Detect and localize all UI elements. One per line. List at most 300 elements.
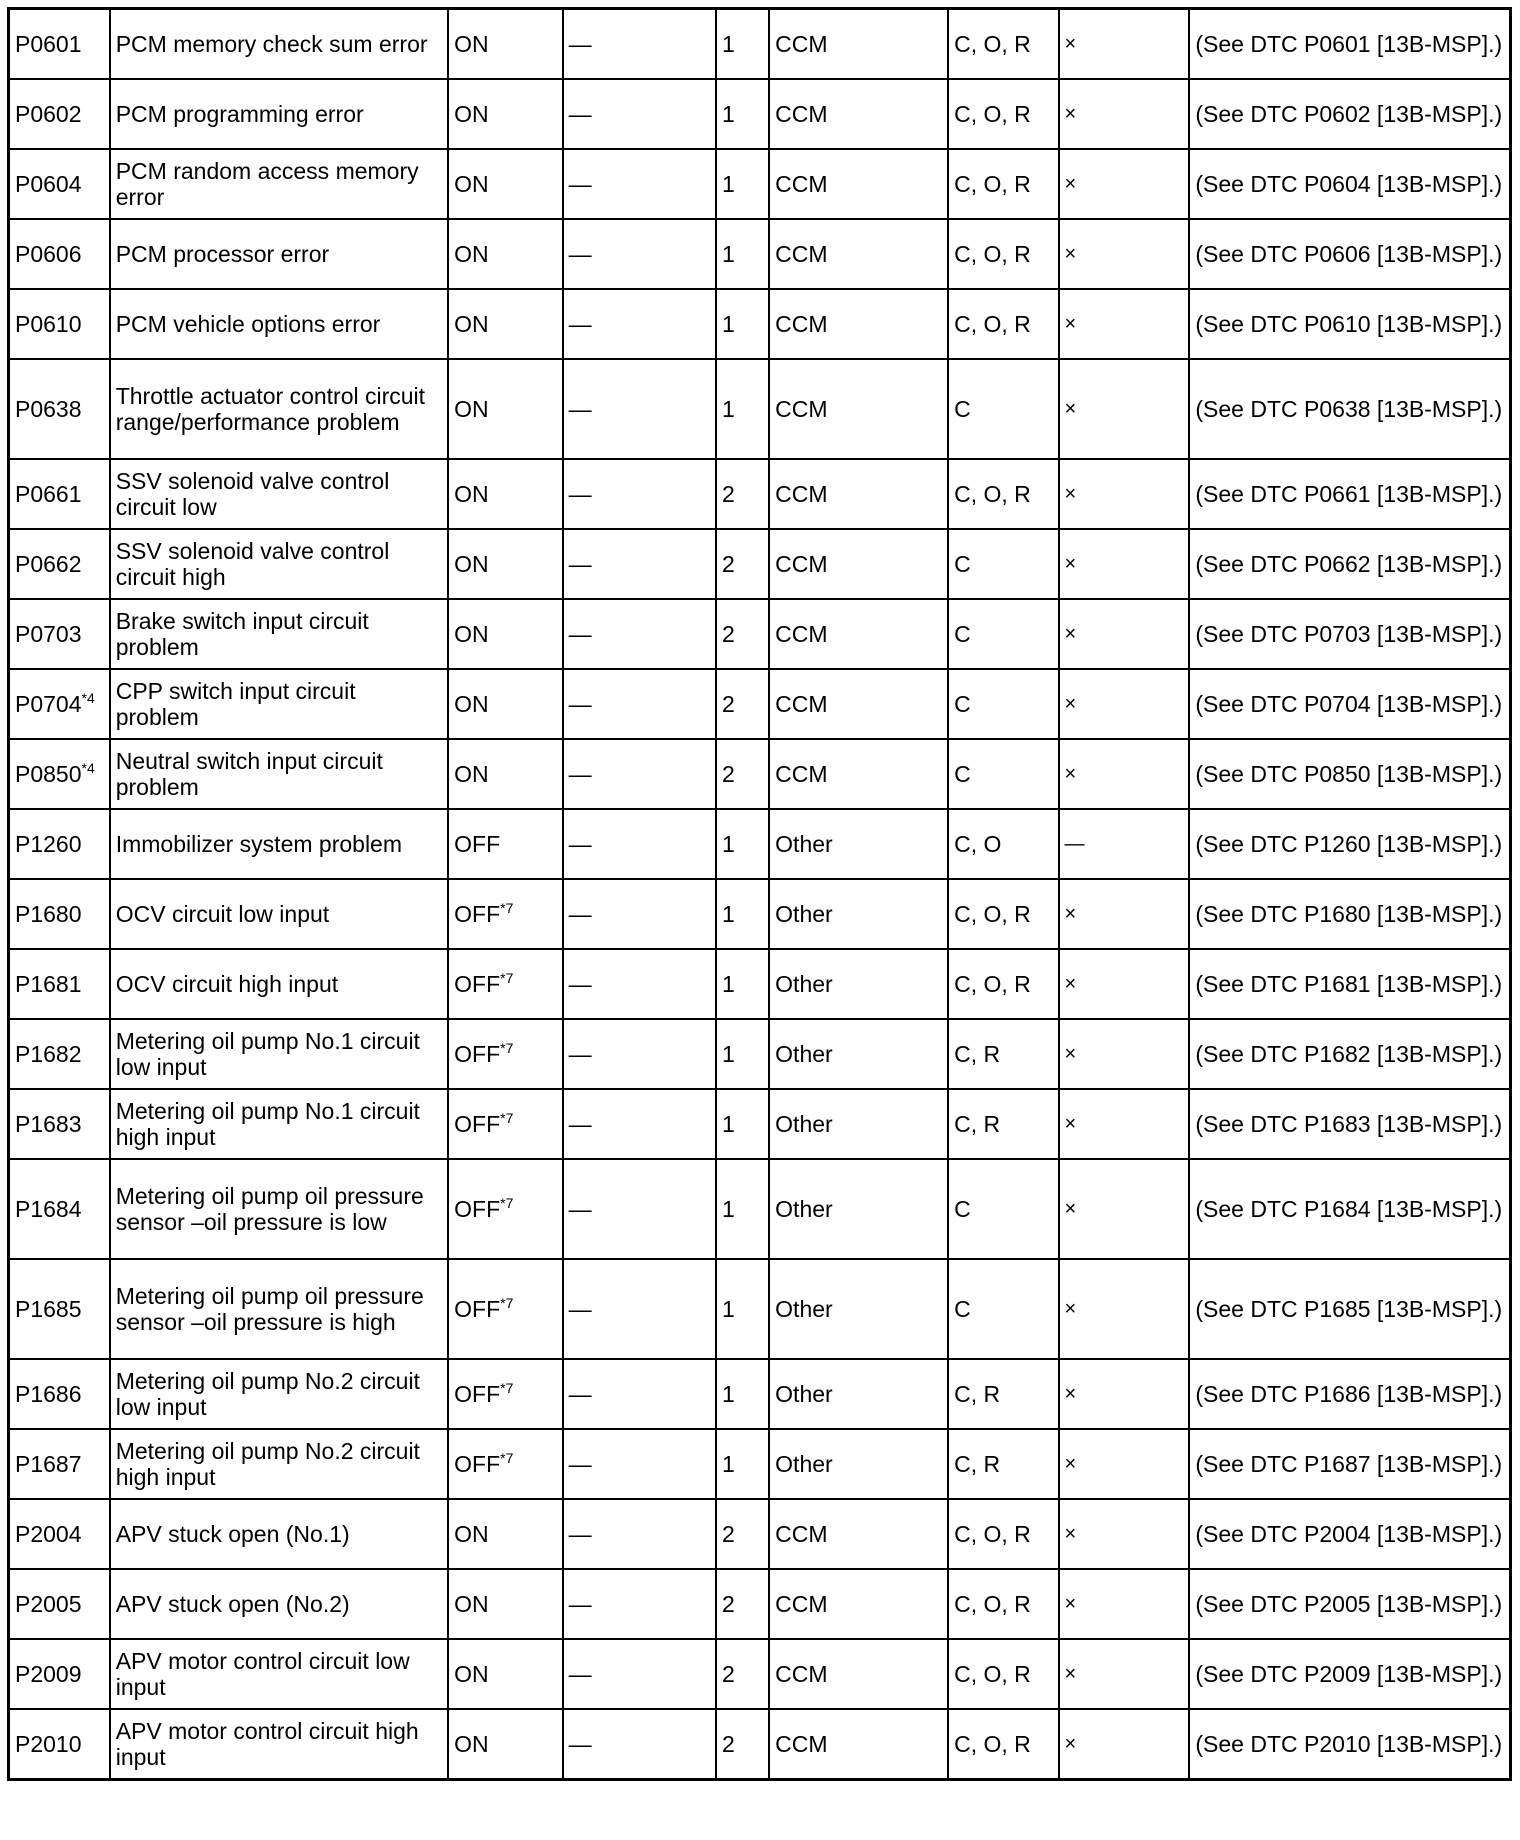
table-row <box>9 529 1511 599</box>
monitor-item-cell <box>769 9 948 80</box>
dtc-description-cell-text: Throttle actuator control circuit range/performance problem <box>115 383 426 435</box>
generator-light-cell-text: — <box>568 691 592 717</box>
dtc-description-cell <box>110 599 448 669</box>
self-test-type-cell <box>948 1359 1058 1429</box>
monitor-item-cell-text: CCM <box>775 691 828 717</box>
drive-cycle-cell-text: 2 <box>722 761 735 787</box>
generator-light-cell-text: — <box>568 311 592 337</box>
page-reference-cell-text: (See DTC P1260 [13B-MSP].) <box>1195 831 1503 857</box>
drive-cycle-cell-text: 1 <box>722 1196 735 1222</box>
dtc-code-cell <box>9 1159 110 1259</box>
self-test-type-cell <box>948 949 1058 1019</box>
dtc-description-cell-text: APV motor control circuit high input <box>115 1718 419 1770</box>
page-reference-cell <box>1189 879 1510 949</box>
page-reference-cell-text: (See DTC P0661 [13B-MSP].) <box>1195 481 1503 507</box>
mil-cell <box>448 1089 563 1159</box>
dtc-description-cell-text: OCV circuit low input <box>115 901 330 927</box>
memory-function-cell <box>1059 1569 1190 1639</box>
self-test-type-cell <box>948 599 1058 669</box>
table-row <box>9 879 1511 949</box>
table-row <box>9 1709 1511 1780</box>
generator-light-cell-text: — <box>568 101 592 127</box>
memory-function-cell-text: — <box>1064 833 1085 855</box>
page-reference-cell <box>1189 459 1510 529</box>
page-reference-cell-text: (See DTC P2004 [13B-MSP].) <box>1195 1521 1503 1547</box>
monitor-item-cell <box>769 1569 948 1639</box>
dtc-description-cell-text: Metering oil pump No.2 circuit high input <box>115 1438 420 1490</box>
dtc-description-cell <box>110 1499 448 1569</box>
memory-function-cell <box>1059 529 1190 599</box>
drive-cycle-cell <box>716 1569 769 1639</box>
drive-cycle-cell-text: 1 <box>722 241 735 267</box>
monitor-item-cell <box>769 1429 948 1499</box>
mil-cell-text: ON <box>454 1661 489 1687</box>
drive-cycle-cell <box>716 9 769 80</box>
self-test-type-cell-text: C, O, R <box>954 481 1031 507</box>
monitor-item-cell-text: CCM <box>775 311 828 337</box>
page-reference-cell-text: (See DTC P1683 [13B-MSP].) <box>1195 1111 1503 1137</box>
mil-cell <box>448 1569 563 1639</box>
page-reference-cell-text: (See DTC P0662 [13B-MSP].) <box>1195 551 1503 577</box>
monitor-item-cell <box>769 739 948 809</box>
mil-cell-text: ON <box>454 241 489 267</box>
dtc-code-cell-footnote: *4 <box>81 760 95 776</box>
table-row <box>9 1259 1511 1359</box>
mil-cell-text: ON <box>454 1521 489 1547</box>
self-test-type-cell <box>948 459 1058 529</box>
generator-light-cell-text: — <box>568 31 592 57</box>
mil-cell <box>448 359 563 459</box>
memory-function-cell <box>1059 359 1190 459</box>
drive-cycle-cell <box>716 599 769 669</box>
dtc-description-cell-text: PCM vehicle options error <box>115 311 381 337</box>
dtc-description-cell-text: Metering oil pump No.1 circuit low input <box>115 1028 420 1080</box>
page-reference-cell <box>1189 529 1510 599</box>
self-test-type-cell <box>948 669 1058 739</box>
monitor-item-cell-text: Other <box>775 901 833 927</box>
page-reference-cell-text: (See DTC P0604 [13B-MSP].) <box>1195 171 1503 197</box>
drive-cycle-cell-text: 2 <box>722 1591 735 1617</box>
drive-cycle-cell-text: 2 <box>722 481 735 507</box>
dtc-description-cell <box>110 1089 448 1159</box>
dtc-description-cell <box>110 809 448 879</box>
self-test-type-cell <box>948 879 1058 949</box>
drive-cycle-cell-text: 2 <box>722 621 735 647</box>
table-row <box>9 1159 1511 1259</box>
page-reference-cell <box>1189 809 1510 879</box>
memory-function-cell <box>1059 1639 1190 1709</box>
drive-cycle-cell-text: 1 <box>722 1111 735 1137</box>
mil-cell-text: OFF <box>454 1451 501 1477</box>
dtc-code-cell-text: P0662 <box>15 551 82 577</box>
monitor-item-cell-text: CCM <box>775 1521 828 1547</box>
memory-function-cell-text: × <box>1064 243 1077 265</box>
dtc-description-cell-text: OCV circuit high input <box>115 971 339 997</box>
dtc-table-body <box>9 9 1511 1780</box>
mil-cell-text: ON <box>454 311 489 337</box>
page-reference-cell-text: (See DTC P0850 [13B-MSP].) <box>1195 761 1503 787</box>
page-reference-cell-text: (See DTC P1681 [13B-MSP].) <box>1195 971 1503 997</box>
monitor-item-cell <box>769 289 948 359</box>
mil-cell-text: ON <box>454 101 489 127</box>
self-test-type-cell <box>948 739 1058 809</box>
memory-function-cell <box>1059 599 1190 669</box>
dtc-description-cell <box>110 739 448 809</box>
drive-cycle-cell-text: 1 <box>722 1451 735 1477</box>
dtc-code-cell <box>9 359 110 459</box>
generator-light-cell <box>563 529 716 599</box>
self-test-type-cell <box>948 1019 1058 1089</box>
dtc-code-cell-text: P1685 <box>15 1296 82 1322</box>
mil-cell <box>448 1429 563 1499</box>
memory-function-cell <box>1059 219 1190 289</box>
self-test-type-cell-text: C <box>954 1196 971 1222</box>
mil-cell <box>448 79 563 149</box>
self-test-type-cell <box>948 1159 1058 1259</box>
table-row <box>9 459 1511 529</box>
mil-cell-text: OFF <box>454 1111 501 1137</box>
monitor-item-cell-text: Other <box>775 1296 833 1322</box>
dtc-description-cell-text: APV stuck open (No.2) <box>115 1591 350 1617</box>
table-row <box>9 1429 1511 1499</box>
dtc-description-cell <box>110 879 448 949</box>
drive-cycle-cell <box>716 1429 769 1499</box>
dtc-code-cell <box>9 669 110 739</box>
dtc-description-cell-text: Metering oil pump oil pressure sensor –oil pressure is high <box>115 1283 424 1335</box>
monitor-item-cell <box>769 459 948 529</box>
page-reference-cell <box>1189 949 1510 1019</box>
page-reference-cell-text: (See DTC P0703 [13B-MSP].) <box>1195 621 1503 647</box>
dtc-code-cell-text: P1682 <box>15 1041 82 1067</box>
table-row <box>9 219 1511 289</box>
drive-cycle-cell <box>716 1259 769 1359</box>
drive-cycle-cell-text: 1 <box>722 31 735 57</box>
memory-function-cell-text: × <box>1064 553 1077 575</box>
mil-cell-text: ON <box>454 621 489 647</box>
page-reference-cell <box>1189 1499 1510 1569</box>
mil-cell <box>448 669 563 739</box>
dtc-description-cell-text: PCM processor error <box>115 241 330 267</box>
memory-function-cell-text: × <box>1064 1453 1077 1475</box>
self-test-type-cell-text: C, R <box>954 1451 1001 1477</box>
table-row <box>9 1639 1511 1709</box>
dtc-description-cell-text: PCM memory check sum error <box>115 31 428 57</box>
mil-cell-footnote: *7 <box>500 1380 514 1396</box>
monitor-item-cell-text: CCM <box>775 761 828 787</box>
table-row <box>9 739 1511 809</box>
drive-cycle-cell-text: 2 <box>722 1521 735 1547</box>
generator-light-cell <box>563 1259 716 1359</box>
memory-function-cell-text: × <box>1064 1113 1077 1135</box>
monitor-item-cell-text: CCM <box>775 481 828 507</box>
drive-cycle-cell <box>716 529 769 599</box>
monitor-item-cell-text: CCM <box>775 551 828 577</box>
dtc-code-cell <box>9 79 110 149</box>
self-test-type-cell <box>948 9 1058 80</box>
page-reference-cell-text: (See DTC P2005 [13B-MSP].) <box>1195 1591 1503 1617</box>
mil-cell-text: ON <box>454 761 489 787</box>
dtc-description-cell-text: APV motor control circuit low input <box>115 1648 410 1700</box>
mil-cell-footnote: *7 <box>500 1110 514 1126</box>
monitor-item-cell <box>769 1259 948 1359</box>
page-reference-cell-text: (See DTC P2009 [13B-MSP].) <box>1195 1661 1503 1687</box>
generator-light-cell <box>563 1639 716 1709</box>
mil-cell-text: ON <box>454 1591 489 1617</box>
dtc-code-cell <box>9 459 110 529</box>
mil-cell <box>448 1159 563 1259</box>
memory-function-cell <box>1059 739 1190 809</box>
monitor-item-cell-text: CCM <box>775 1661 828 1687</box>
memory-function-cell <box>1059 149 1190 219</box>
generator-light-cell-text: — <box>568 551 592 577</box>
self-test-type-cell-text: C <box>954 691 971 717</box>
drive-cycle-cell-text: 1 <box>722 311 735 337</box>
memory-function-cell-text: × <box>1064 1523 1077 1545</box>
self-test-type-cell <box>948 359 1058 459</box>
memory-function-cell-text: × <box>1064 103 1077 125</box>
drive-cycle-cell <box>716 149 769 219</box>
monitor-item-cell-text: CCM <box>775 396 828 422</box>
memory-function-cell-text: × <box>1064 173 1077 195</box>
monitor-item-cell <box>769 1089 948 1159</box>
memory-function-cell <box>1059 289 1190 359</box>
mil-cell-text: OFF <box>454 1041 501 1067</box>
generator-light-cell <box>563 289 716 359</box>
mil-cell-text: ON <box>454 31 489 57</box>
dtc-code-cell-footnote: *4 <box>81 690 95 706</box>
self-test-type-cell-text: C, O, R <box>954 241 1031 267</box>
memory-function-cell-text: × <box>1064 1298 1077 1320</box>
dtc-code-cell <box>9 1709 110 1780</box>
dtc-description-cell <box>110 1259 448 1359</box>
dtc-description-cell <box>110 949 448 1019</box>
drive-cycle-cell <box>716 809 769 879</box>
memory-function-cell <box>1059 1159 1190 1259</box>
self-test-type-cell-text: C, O <box>954 831 1002 857</box>
memory-function-cell-text: × <box>1064 1198 1077 1220</box>
page-reference-cell <box>1189 739 1510 809</box>
monitor-item-cell <box>769 1359 948 1429</box>
generator-light-cell <box>563 879 716 949</box>
monitor-item-cell <box>769 1019 948 1089</box>
dtc-description-cell <box>110 529 448 599</box>
dtc-code-cell-text: P0850 <box>15 761 82 787</box>
generator-light-cell-text: — <box>568 831 592 857</box>
page-reference-cell <box>1189 1709 1510 1780</box>
table-row <box>9 1019 1511 1089</box>
memory-function-cell-text: × <box>1064 33 1077 55</box>
mil-cell-footnote: *7 <box>500 1040 514 1056</box>
monitor-item-cell <box>769 149 948 219</box>
memory-function-cell <box>1059 809 1190 879</box>
mil-cell <box>448 9 563 80</box>
table-row <box>9 289 1511 359</box>
dtc-description-cell <box>110 289 448 359</box>
monitor-item-cell-text: CCM <box>775 171 828 197</box>
dtc-description-cell <box>110 149 448 219</box>
page-reference-cell-text: (See DTC P1682 [13B-MSP].) <box>1195 1041 1503 1067</box>
drive-cycle-cell-text: 2 <box>722 1731 735 1757</box>
dtc-description-cell-text: Immobilizer system problem <box>115 831 403 857</box>
monitor-item-cell <box>769 879 948 949</box>
memory-function-cell-text: × <box>1064 763 1077 785</box>
generator-light-cell-text: — <box>568 1521 592 1547</box>
page-reference-cell <box>1189 1159 1510 1259</box>
drive-cycle-cell <box>716 219 769 289</box>
drive-cycle-cell-text: 2 <box>722 551 735 577</box>
page-reference-cell-text: (See DTC P1684 [13B-MSP].) <box>1195 1196 1503 1222</box>
page-reference-cell <box>1189 79 1510 149</box>
dtc-code-cell-text: P0704 <box>15 691 82 717</box>
generator-light-cell-text: — <box>568 901 592 927</box>
monitor-item-cell <box>769 1159 948 1259</box>
dtc-code-cell-text: P0661 <box>15 481 82 507</box>
monitor-item-cell-text: CCM <box>775 1731 828 1757</box>
monitor-item-cell-text: Other <box>775 971 833 997</box>
memory-function-cell <box>1059 459 1190 529</box>
self-test-type-cell-text: C <box>954 761 971 787</box>
memory-function-cell <box>1059 1259 1190 1359</box>
memory-function-cell <box>1059 9 1190 80</box>
self-test-type-cell-text: C, O, R <box>954 901 1031 927</box>
self-test-type-cell-text: C, O, R <box>954 1731 1031 1757</box>
self-test-type-cell <box>948 1709 1058 1780</box>
dtc-code-cell-text: P0604 <box>15 171 82 197</box>
memory-function-cell <box>1059 1429 1190 1499</box>
memory-function-cell-text: × <box>1064 623 1077 645</box>
dtc-table <box>7 7 1512 1781</box>
dtc-code-cell-text: P0601 <box>15 31 82 57</box>
mil-cell-text: ON <box>454 396 489 422</box>
drive-cycle-cell <box>716 359 769 459</box>
drive-cycle-cell-text: 1 <box>722 1041 735 1067</box>
generator-light-cell-text: — <box>568 1731 592 1757</box>
monitor-item-cell-text: Other <box>775 1451 833 1477</box>
memory-function-cell-text: × <box>1064 483 1077 505</box>
monitor-item-cell-text: CCM <box>775 621 828 647</box>
table-row <box>9 669 1511 739</box>
mil-cell <box>448 1019 563 1089</box>
generator-light-cell-text: — <box>568 1111 592 1137</box>
mil-cell <box>448 1259 563 1359</box>
drive-cycle-cell-text: 1 <box>722 831 735 857</box>
drive-cycle-cell <box>716 739 769 809</box>
generator-light-cell <box>563 669 716 739</box>
dtc-description-cell <box>110 459 448 529</box>
self-test-type-cell-text: C, O, R <box>954 171 1031 197</box>
dtc-code-cell-text: P1686 <box>15 1381 82 1407</box>
memory-function-cell-text: × <box>1064 398 1077 420</box>
self-test-type-cell <box>948 289 1058 359</box>
page-reference-cell <box>1189 1429 1510 1499</box>
mil-cell <box>448 219 563 289</box>
mil-cell-footnote: *7 <box>500 1450 514 1466</box>
drive-cycle-cell-text: 2 <box>722 1661 735 1687</box>
generator-light-cell <box>563 739 716 809</box>
dtc-code-cell <box>9 599 110 669</box>
dtc-description-cell <box>110 9 448 80</box>
dtc-code-cell <box>9 1639 110 1709</box>
self-test-type-cell-text: C <box>954 396 971 422</box>
generator-light-cell <box>563 809 716 879</box>
monitor-item-cell-text: Other <box>775 1381 833 1407</box>
monitor-item-cell <box>769 809 948 879</box>
self-test-type-cell-text: C, R <box>954 1041 1001 1067</box>
mil-cell <box>448 149 563 219</box>
mil-cell-text: OFF <box>454 1296 501 1322</box>
page-reference-cell <box>1189 669 1510 739</box>
self-test-type-cell-text: C, R <box>954 1381 1001 1407</box>
drive-cycle-cell <box>716 1089 769 1159</box>
drive-cycle-cell-text: 1 <box>722 101 735 127</box>
dtc-description-cell-text: SSV solenoid valve control circuit low <box>115 468 390 520</box>
memory-function-cell <box>1059 1089 1190 1159</box>
generator-light-cell <box>563 1709 716 1780</box>
dtc-description-cell <box>110 1569 448 1639</box>
generator-light-cell <box>563 599 716 669</box>
dtc-code-cell <box>9 289 110 359</box>
page-reference-cell <box>1189 219 1510 289</box>
dtc-code-cell <box>9 879 110 949</box>
self-test-type-cell <box>948 809 1058 879</box>
monitor-item-cell-text: CCM <box>775 31 828 57</box>
drive-cycle-cell <box>716 1709 769 1780</box>
table-row <box>9 949 1511 1019</box>
memory-function-cell <box>1059 1499 1190 1569</box>
dtc-code-cell-text: P1683 <box>15 1111 82 1137</box>
memory-function-cell <box>1059 1359 1190 1429</box>
generator-light-cell <box>563 949 716 1019</box>
drive-cycle-cell <box>716 879 769 949</box>
dtc-description-cell <box>110 1359 448 1429</box>
monitor-item-cell-text: Other <box>775 1041 833 1067</box>
drive-cycle-cell <box>716 669 769 739</box>
dtc-description-cell-text: APV stuck open (No.1) <box>115 1521 350 1547</box>
drive-cycle-cell <box>716 1639 769 1709</box>
dtc-code-cell <box>9 1499 110 1569</box>
dtc-code-cell-text: P0602 <box>15 101 82 127</box>
dtc-description-cell-text: Brake switch input circuit problem <box>115 608 369 660</box>
generator-light-cell-text: — <box>568 1196 592 1222</box>
monitor-item-cell <box>769 359 948 459</box>
page-reference-cell <box>1189 1259 1510 1359</box>
dtc-description-cell-text: Metering oil pump No.1 circuit high input <box>115 1098 420 1150</box>
dtc-code-cell <box>9 739 110 809</box>
page-reference-cell-text: (See DTC P2010 [13B-MSP].) <box>1195 1731 1503 1757</box>
dtc-code-cell-text: P1684 <box>15 1196 82 1222</box>
self-test-type-cell-text: C <box>954 1296 971 1322</box>
mil-cell <box>448 289 563 359</box>
dtc-description-cell <box>110 359 448 459</box>
memory-function-cell-text: × <box>1064 903 1077 925</box>
generator-light-cell-text: — <box>568 1661 592 1687</box>
mil-cell <box>448 949 563 1019</box>
memory-function-cell-text: × <box>1064 973 1077 995</box>
mil-cell <box>448 739 563 809</box>
drive-cycle-cell <box>716 79 769 149</box>
dtc-code-cell-text: P0638 <box>15 396 82 422</box>
memory-function-cell <box>1059 1019 1190 1089</box>
generator-light-cell-text: — <box>568 1381 592 1407</box>
page-reference-cell-text: (See DTC P1686 [13B-MSP].) <box>1195 1381 1503 1407</box>
generator-light-cell <box>563 1569 716 1639</box>
table-row <box>9 1089 1511 1159</box>
dtc-description-cell-text: PCM programming error <box>115 101 364 127</box>
self-test-type-cell-text: C <box>954 621 971 647</box>
mil-cell-footnote: *7 <box>500 1195 514 1211</box>
mil-cell-text: OFF <box>454 1196 501 1222</box>
self-test-type-cell-text: C, R <box>954 1111 1001 1137</box>
